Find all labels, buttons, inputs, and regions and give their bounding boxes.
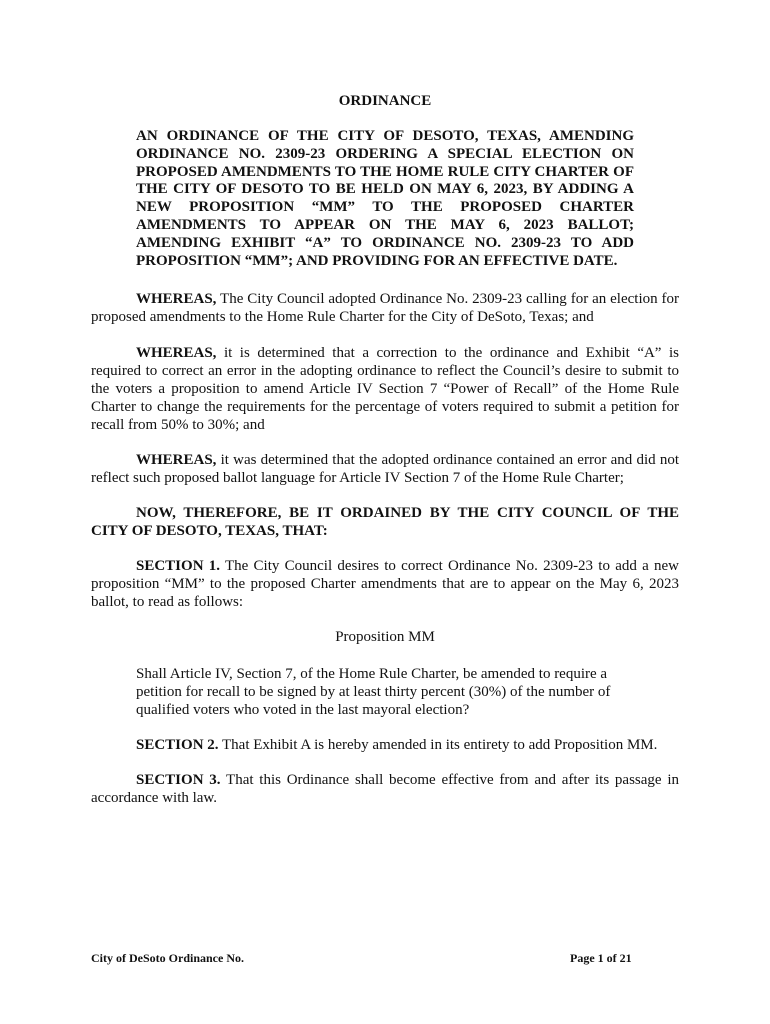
whereas-clause-1 [91, 291, 679, 327]
footer-ordinance-label: City of DeSoto Ordinance No. [91, 951, 244, 965]
proposition-text: Shall Article IV, Section 7, of the Home Rule Charter, be amended to require a petition for recall to be signed by at least thirty percent (30%) of the number of qualified voters who voted in the last mayoral election? [136, 666, 611, 718]
section-lead: SECTION 2. [136, 737, 219, 753]
section-lead: SECTION 1. [136, 558, 221, 574]
whereas-text: it was determined that the adopted ordinance contained an error and did not reflect such proposed ballot language for Article IV Section 7 of the Home Rule Charter; [91, 452, 679, 486]
section-text: That this Ordinance shall become effective from and after its passage in accordance with law. [91, 772, 679, 806]
whereas-lead: WHEREAS, [136, 345, 217, 361]
section-1 [91, 558, 679, 612]
document-title: ORDINANCE [338, 93, 432, 109]
proposition-heading: Proposition MM [335, 629, 435, 645]
section-text: The City Council desires to correct Ordinance No. 2309-23 to add a new proposition “MM” to the proposed Charter amendments that are to appear on the May 6, 2023 ballot, to read as follows: [91, 558, 679, 610]
whereas-text: it is determined that a correction to the ordinance and Exhibit “A” is required to correct an error in the adopting ordinance to reflect the Council’s desire to submit to the voters a proposition to amend Article IV Section 7 “Power of Recall” of the Home Rule Charter to change the requirements for the percentage of voters required to submit a petition for recall from 50% to 30%; and [91, 345, 679, 433]
whereas-text: The City Council adopted Ordinance No. 2309-23 calling for an election for proposed amendments to the Home Rule Charter for the City of DeSoto, Texas; and [91, 291, 679, 325]
section-2 [91, 737, 679, 755]
whereas-lead: WHEREAS, [136, 291, 217, 307]
whereas-lead: WHEREAS, [136, 452, 217, 468]
section-3 [91, 772, 679, 808]
section-lead: SECTION 3. [136, 772, 221, 788]
ordinance-caption: AN ORDINANCE OF THE CITY OF DESOTO, TEXAS, AMENDING ORDINANCE NO. 2309-23 ORDERING A SPECIAL ELECTION ON PROPOSED AMENDMENTS TO THE HOME RULE CITY CHARTER OF THE CITY OF DESOTO TO BE HELD ON MAY 6, 2023, BY ADDING A NEW PROPOSITION “MM” TO THE PROPOSED CHARTER AMENDMENTS TO APPEAR ON THE MAY 6, 2023 BALLOT; AMENDING EXHIBIT “A” TO ORDINANCE NO. 2309-23 TO ADD PROPOSITION “MM”; AND PROVIDING FOR AN EFFECTIVE DATE. [136, 128, 634, 269]
whereas-clause-3 [91, 452, 679, 488]
footer-page-number: Page 1 of 21 [570, 951, 632, 965]
section-text: That Exhibit A is hereby amended in its entirety to add Proposition MM. [218, 737, 658, 753]
whereas-clause-2 [91, 345, 679, 435]
now-therefore-clause: NOW, THEREFORE, BE IT ORDAINED BY THE CITY COUNCIL OF THE CITY OF DESOTO, TEXAS, THAT: [91, 505, 679, 539]
